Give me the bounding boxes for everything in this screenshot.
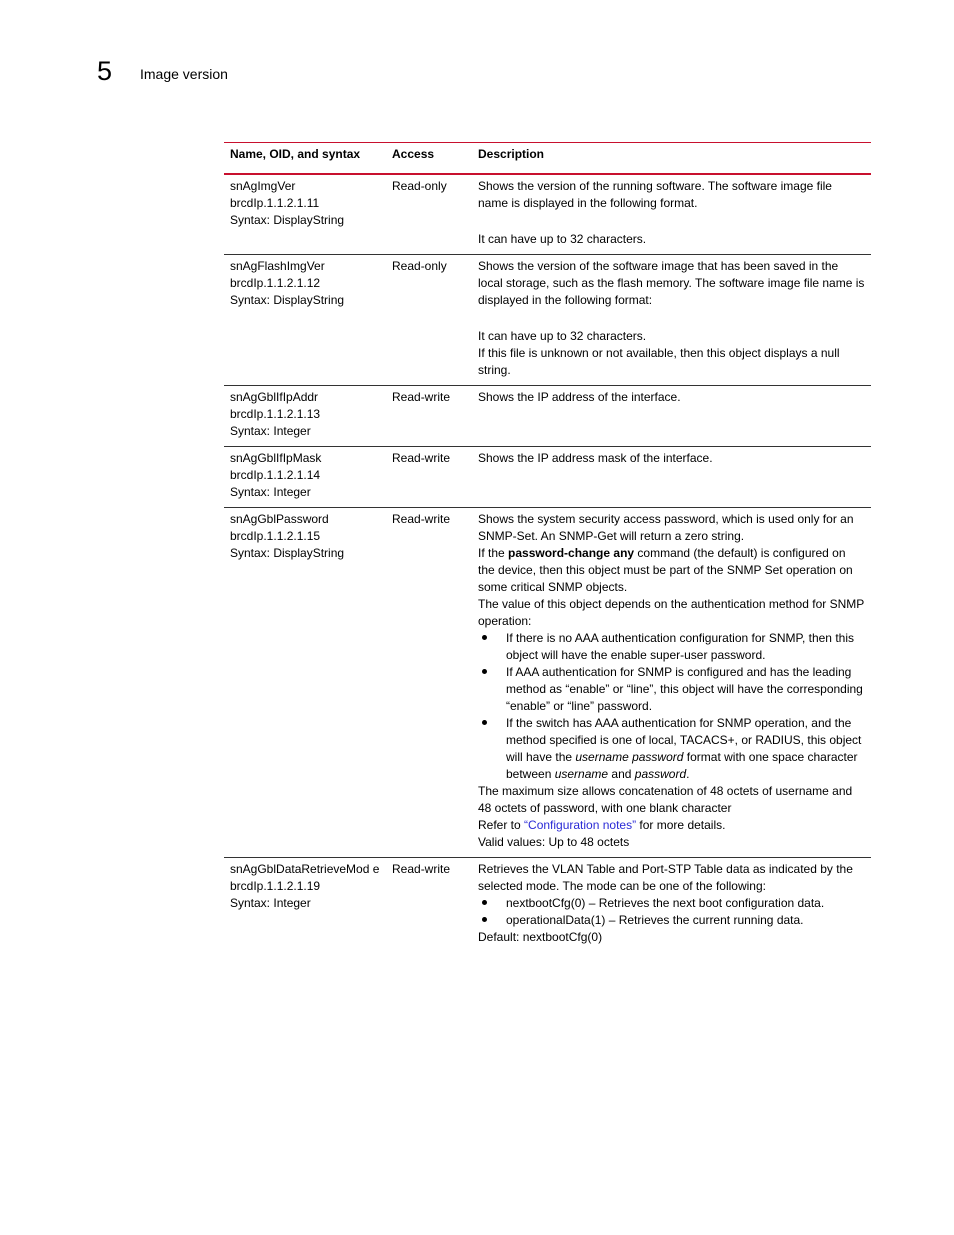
description-text: Shows the version of the running software. The software image file name is displayed in the following format. — [478, 179, 832, 210]
description-text — [478, 817, 865, 834]
description-text: If this file is unknown or not available, then this object displays a null string. — [478, 346, 840, 377]
text-run: for more details. — [636, 818, 726, 832]
access-cell: Read-write — [386, 508, 472, 858]
object-syntax: Syntax: DisplayString — [230, 213, 345, 227]
name-cell — [224, 255, 386, 386]
table-row — [224, 447, 871, 508]
name-cell — [224, 174, 386, 255]
description-cell — [472, 255, 871, 386]
description-text: Valid values: Up to 48 octets — [478, 835, 630, 849]
object-oid: brcdIp.1.1.2.1.14 — [230, 468, 321, 482]
object-oid: brcdIp.1.1.2.1.11 — [230, 196, 320, 210]
table-row — [224, 174, 871, 255]
table-row — [224, 508, 871, 858]
description-text: The maximum size allows concatenation of 48 octets of username and 48 octets of password, with one blank character — [478, 784, 853, 815]
bullet-item: If there is no AAA authentication configuration for SNMP, then this object will have the enable super-user password. — [478, 630, 865, 664]
access-cell: Read-only — [386, 174, 472, 255]
bullet-item: nextbootCfg(0) – Retrieves the next boot configuration data. — [478, 895, 865, 912]
object-syntax: Syntax: DisplayString — [230, 293, 345, 307]
access-cell: Read-write — [386, 386, 472, 447]
bullet-item — [478, 715, 865, 783]
column-header-description: Description — [472, 143, 871, 175]
description-cell — [472, 386, 871, 447]
section-title: Image version — [140, 66, 228, 82]
object-name: snAgGblIfIpAddr — [230, 390, 319, 404]
italic-term: username password — [575, 750, 684, 764]
text-run: command (the default) is configured on the device, then this object must be part of the SNMP Set operation on some critical SNMP objects. — [478, 546, 853, 594]
text-run: format with one space character between — [506, 750, 858, 781]
description-text: Retrieves the VLAN Table and Port-STP Table data as indicated by the selected mode. The mode can be one of the following: — [478, 862, 853, 893]
description-text: Shows the system security access password, which is used only for an SNMP-Set. An SNMP-Get will return a zero string. — [478, 512, 854, 543]
command-name: password-change any — [508, 546, 635, 560]
description-cell — [472, 508, 871, 858]
bullet-item: If AAA authentication for SNMP is configured and has the leading method as “enable” or “line”, this object will have the corresponding “enable” or “line” password. — [478, 664, 865, 715]
table-row — [224, 386, 871, 447]
description-text: Default: nextbootCfg(0) — [478, 930, 603, 944]
text-run: Refer to — [478, 818, 525, 832]
object-name: snAgFlashImgVer — [230, 259, 325, 273]
configuration-notes-link[interactable]: “Configuration notes” — [524, 818, 637, 832]
object-name: snAgImgVer — [230, 179, 296, 193]
text-run: . — [686, 767, 690, 781]
object-name: snAgGblDataRetrieveMod e — [230, 862, 380, 876]
name-cell — [224, 447, 386, 508]
column-header-name: Name, OID, and syntax — [224, 143, 386, 175]
access-cell: Read-only — [386, 255, 472, 386]
object-syntax: Syntax: Integer — [230, 485, 311, 499]
object-syntax: Syntax: DisplayString — [230, 546, 345, 560]
object-name: snAgGblIfIpMask — [230, 451, 322, 465]
name-cell — [224, 858, 386, 953]
italic-term: password — [634, 767, 687, 781]
text-run: If the switch has AAA authentication for SNMP operation, and the method specified is one of local, TACACS+, or RADIUS, this object will have the — [506, 716, 862, 764]
object-oid: brcdIp.1.1.2.1.13 — [230, 407, 321, 421]
access-cell: Read-write — [392, 862, 451, 876]
mib-objects-table — [224, 142, 871, 952]
access-cell: Read-write — [386, 447, 472, 508]
table-header-row — [224, 143, 871, 175]
description-text: Shows the version of the software image that has been saved in the local storage, such as the flash memory. The software image file name is displayed in the following format: — [478, 259, 865, 307]
object-oid: brcdIp.1.1.2.1.15 — [230, 529, 321, 543]
name-cell — [224, 386, 386, 447]
description-text: It can have up to 32 characters. — [478, 232, 647, 246]
description-text — [478, 545, 865, 596]
table-row — [224, 255, 871, 386]
description-cell — [472, 174, 871, 255]
description-text: Shows the IP address of the interface. — [478, 390, 681, 404]
object-name: snAgGblPassword — [230, 512, 329, 526]
description-text: It can have up to 32 characters. — [478, 329, 647, 343]
description-cell — [472, 858, 871, 953]
object-syntax: Syntax: Integer — [230, 424, 311, 438]
text-run: and — [608, 767, 635, 781]
table-row — [224, 858, 871, 953]
chapter-number: 5 — [97, 56, 113, 86]
column-header-access: Access — [386, 143, 472, 175]
text-run: If the — [478, 546, 509, 560]
name-cell — [224, 508, 386, 858]
object-oid: brcdIp.1.1.2.1.19 — [230, 879, 321, 893]
italic-term: username — [554, 767, 609, 781]
description-cell — [472, 447, 871, 508]
bullet-item: operationalData(1) – Retrieves the current running data. — [478, 912, 865, 929]
description-text: The value of this object depends on the authentication method for SNMP operation: — [478, 597, 865, 628]
object-oid: brcdIp.1.1.2.1.12 — [230, 276, 321, 290]
description-text: Shows the IP address mask of the interface. — [478, 451, 713, 465]
object-syntax: Syntax: Integer — [230, 896, 311, 910]
